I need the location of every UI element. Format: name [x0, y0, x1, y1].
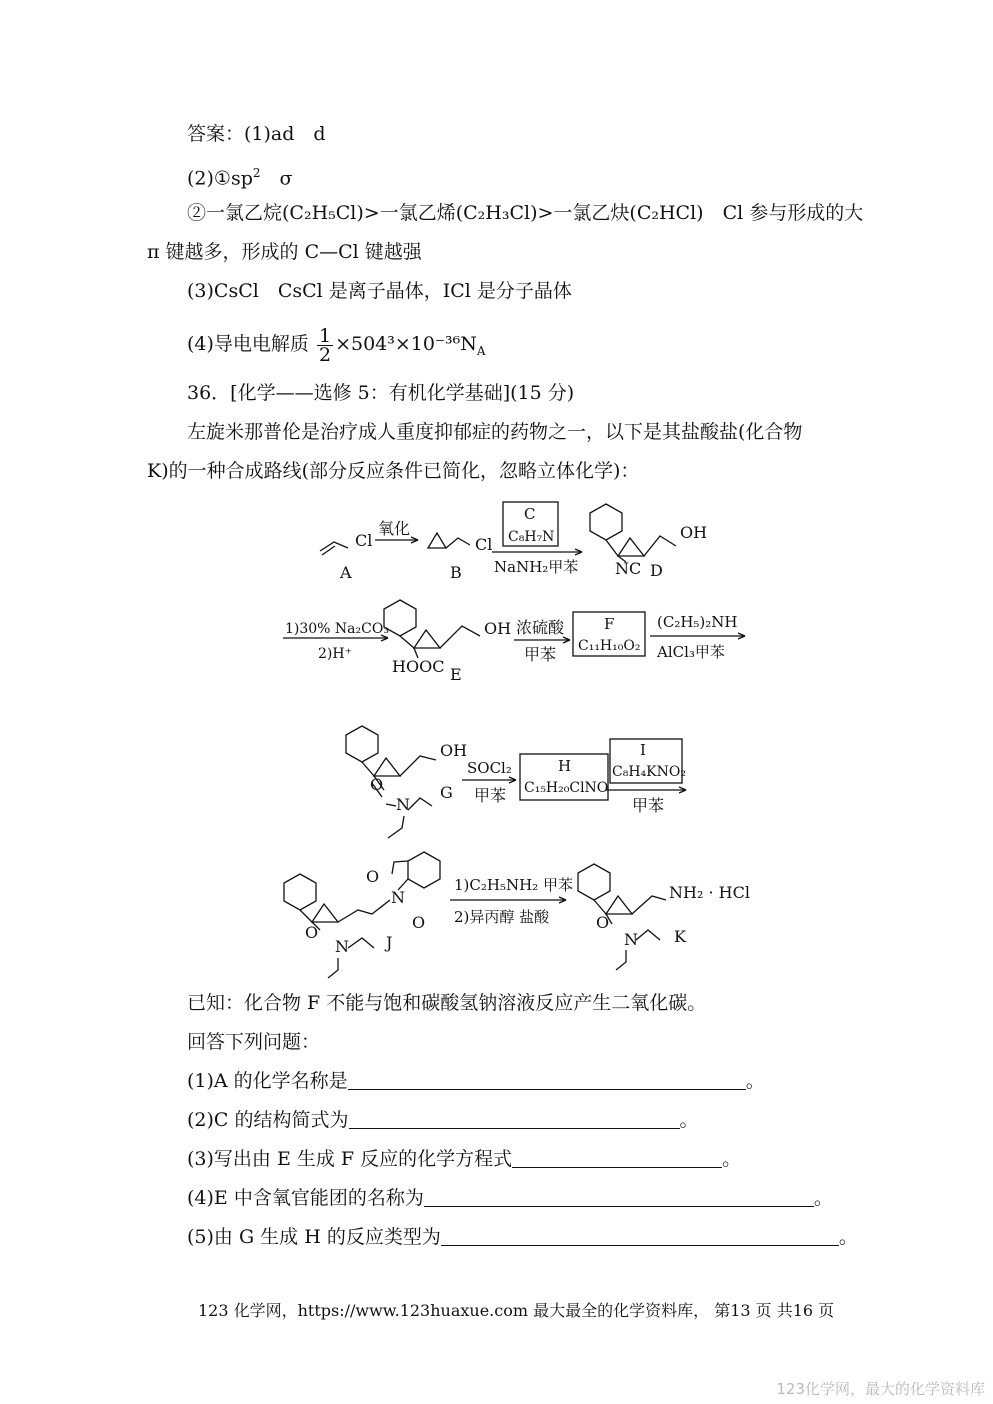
arrow-3 — [283, 621, 389, 662]
label-B: B — [450, 563, 462, 582]
reagent-diethylamine: (C₂H₅)₂NH — [657, 613, 738, 631]
sub-question-2 — [187, 1108, 699, 1132]
prompt-text: 回答下列问题： — [187, 1031, 321, 1053]
reagent-h2so4: 浓硫酸 — [516, 618, 565, 637]
known-statement: 已知：化合物 F 不能与饱和碳酸氢钠溶液反应产生二氧化碳。 — [187, 992, 707, 1014]
watermark: 123化学网，最大的化学资料库 — [776, 1380, 985, 1398]
compound-F-box — [573, 612, 645, 656]
label-D: D — [650, 561, 663, 580]
sub-question-5-text: (5)由 G 生成 H 的反应类型为 — [187, 1226, 441, 1248]
reagent-isopropanol: 2)异丙醇 盐酸 — [454, 908, 550, 926]
answer-line-4 — [187, 322, 486, 373]
answer-2-1-suffix: σ — [260, 167, 293, 190]
reagent-ethylamine: 1)C₂H₅NH₂ 甲苯 — [454, 876, 573, 894]
label-oh-e: OH — [484, 619, 512, 638]
answer-line-2 — [187, 161, 293, 190]
sub-question-2-text: (2)C 的结构简式为 — [187, 1109, 349, 1131]
answer-blank-4[interactable] — [424, 1188, 814, 1207]
page-footer: 123 化学网，https://www.123huaxue.com 最大最全的化学资料库， 第13 页 共16 页 — [198, 1301, 835, 1320]
arrow-8 — [450, 876, 573, 926]
arrow-4 — [514, 618, 570, 664]
label-I: I — [640, 741, 646, 759]
label-G: G — [440, 783, 453, 802]
answer-3: (3)CsCl CsCl 是离子晶体，ICl 是分子晶体 — [187, 280, 572, 302]
sub-question-3 — [187, 1147, 741, 1171]
answer-blank-2[interactable] — [349, 1110, 680, 1129]
label-F: F — [604, 615, 615, 633]
fraction-half — [317, 324, 333, 366]
compound-J — [284, 852, 440, 978]
answer-2-1-sup: 2 — [252, 166, 261, 180]
sub-question-3-text: (3)写出由 E 生成 F 反应的化学方程式 — [187, 1148, 513, 1170]
sub-question-5 — [187, 1225, 858, 1249]
label-cl-a: Cl — [355, 531, 373, 550]
answer-blank-3[interactable] — [512, 1149, 722, 1168]
arrow-2 — [492, 502, 582, 576]
period-4: 。 — [813, 1187, 833, 1209]
label-nc: NC — [615, 559, 642, 578]
period-5: 。 — [838, 1226, 858, 1248]
arrow-5 — [650, 613, 745, 661]
reagent-toluene-7: 甲苯 — [632, 796, 665, 815]
sub-question-4-text: (4)E 中含氧官能团的名称为 — [187, 1187, 424, 1209]
question-intro-2: K)的一种合成路线(部分反应条件已简化，忽略立体化学)： — [147, 460, 640, 482]
label-C: C — [524, 505, 536, 523]
period-2: 。 — [679, 1109, 699, 1131]
period-1: 。 — [745, 1070, 765, 1092]
reagent-toluene-4: 甲苯 — [524, 645, 557, 664]
compound-B — [428, 533, 492, 582]
compound-E — [384, 600, 511, 684]
formula-C: C₈H₇N — [508, 529, 555, 545]
answer-4-prefix: (4)导电电解质 — [187, 333, 309, 355]
reagent-nanh2: NaNH₂甲苯 — [494, 558, 579, 576]
label-E: E — [450, 665, 462, 684]
compound-H-box — [520, 754, 608, 800]
label-o-g: O — [370, 775, 384, 794]
reagent-oxidation: 氧化 — [378, 519, 411, 538]
label-K: K — [674, 927, 686, 946]
arrow-1 — [375, 519, 418, 543]
reagent-h: 2)H⁺ — [318, 646, 352, 662]
label-H: H — [558, 757, 572, 775]
label-A: A — [340, 563, 352, 582]
fraction-numerator: 1 — [318, 324, 332, 347]
answer-blank-1[interactable] — [348, 1071, 746, 1090]
sub-question-4 — [187, 1186, 833, 1210]
answer-2-2-line1: ②一氯乙烷(C₂H₅Cl)>一氯乙烯(C₂H₃Cl)>一氯乙炔(C₂HCl) Cl 参与形成的大 — [187, 202, 864, 224]
label-n-g: N — [396, 795, 410, 814]
answer-4-expression: ×504³×10⁻³⁶N — [335, 333, 477, 355]
reagent-socl2: SOCl₂ — [467, 759, 512, 777]
question-header: 36．[化学——选修 5：有机化学基础](15 分) — [187, 382, 575, 404]
label-hooc: HOOC — [392, 657, 445, 676]
formula-H: C₁₅H₂₀ClNO — [524, 780, 609, 796]
label-o-k: O — [596, 913, 610, 932]
synthesis-scheme — [0, 490, 993, 984]
answer-2-2-line2: π 键越多，形成的 C—Cl 键越强 — [147, 241, 422, 263]
label-oh-g: OH — [440, 741, 468, 760]
label-nh2-hcl: NH₂ · HCl — [669, 883, 750, 902]
label-n-j2: N — [391, 888, 405, 907]
answer-1: (1)ad d — [244, 123, 326, 145]
answer-blank-5[interactable] — [441, 1227, 839, 1246]
arrow-6 — [462, 759, 516, 805]
reagent-alcl3: AlCl₃甲苯 — [657, 643, 725, 661]
compound-K — [578, 864, 750, 970]
label-o-j2: O — [366, 867, 380, 886]
label-n-k: N — [624, 930, 638, 949]
label-n-j1: N — [335, 937, 349, 956]
period-3: 。 — [722, 1148, 742, 1170]
reagent-toluene-6: 甲苯 — [474, 786, 507, 805]
label-cl-b: Cl — [475, 535, 493, 554]
sub-question-1-text: (1)A 的化学名称是 — [187, 1070, 348, 1092]
compound-A — [320, 531, 372, 582]
compound-D — [590, 504, 707, 580]
label-oh-d: OH — [680, 523, 708, 542]
arrow-7 — [606, 739, 686, 815]
reagent-na2co3: 1)30% Na₂CO₃ — [285, 621, 389, 637]
answer-line-1 — [187, 122, 326, 146]
label-J: J — [386, 933, 393, 952]
compound-G — [346, 726, 467, 838]
label-o-j3: O — [412, 913, 426, 932]
answer-4-sub: A — [476, 343, 486, 358]
question-intro-1: 左旋米那普伦是治疗成人重度抑郁症的药物之一，以下是其盐酸盐(化合物 — [187, 421, 803, 443]
formula-F: C₁₁H₁₀O₂ — [578, 638, 641, 654]
answer-2-1: (2)①sp — [187, 167, 253, 190]
label-o-j1: O — [305, 923, 319, 942]
formula-I: C₈H₄KNO₂ — [612, 764, 686, 780]
answer-label: 答案： — [187, 123, 245, 145]
sub-question-1 — [187, 1069, 765, 1093]
fraction-denominator: 2 — [318, 343, 332, 366]
